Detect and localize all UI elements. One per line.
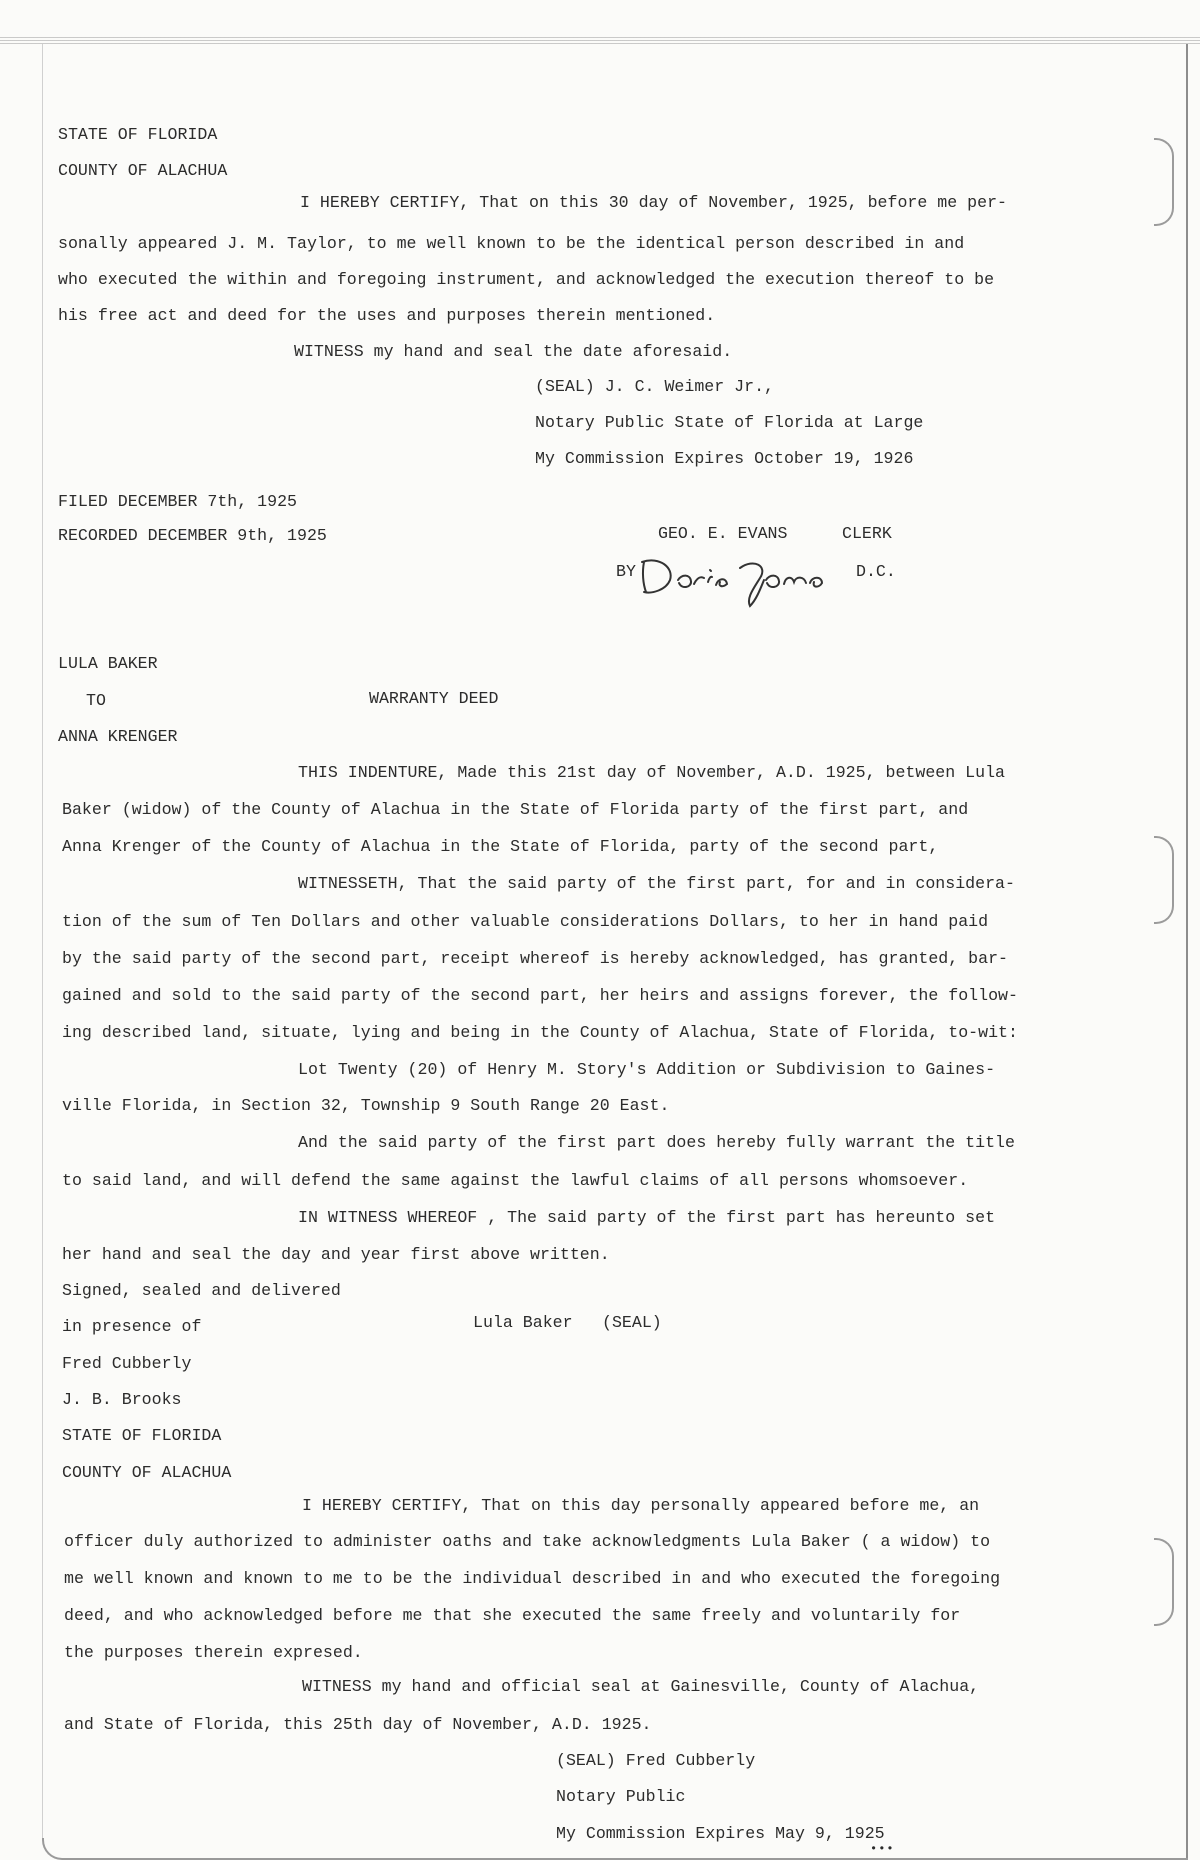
cert-line: sonally appeared J. M. Taylor, to me well known to be the identical person described in and <box>58 234 965 253</box>
cert-line: I HEREBY CERTIFY, That on this 30 day of November, 1925, before me per- <box>300 193 1008 212</box>
handwritten-signature <box>636 550 848 608</box>
binder-hole-2 <box>1154 836 1174 924</box>
binder-hole-3 <box>1154 1538 1174 1626</box>
presence-line: in presence of <box>62 1317 202 1336</box>
deed-body-line: Anna Krenger of the County of Alachua in the State of Florida, party of the second part, <box>62 837 939 856</box>
ack-line: I HEREBY CERTIFY, That on this day personally appeared before me, an <box>302 1496 980 1515</box>
ack-line: officer duly authorized to administer oaths and take acknowledgments Lula Baker ( a widow) to <box>64 1532 991 1551</box>
deed-body-line: her hand and seal the day and year first above written. <box>62 1245 610 1264</box>
witness-name: Fred Cubberly <box>62 1354 192 1373</box>
signed-line: Signed, sealed and delivered <box>62 1281 341 1300</box>
ack-line: deed, and who acknowledged before me that she executed the same freely and voluntarily for <box>64 1606 961 1625</box>
ack-state-heading: STATE OF FLORIDA <box>62 1426 222 1445</box>
deed-body-line: WITNESSETH, That the said party of the first part, for and in considera- <box>298 874 1015 893</box>
notary-commission: My Commission Expires October 19, 1926 <box>535 449 914 468</box>
to-label: TO <box>86 691 106 710</box>
ack-notary-commission: My Commission Expires May 9, 1925 <box>556 1824 885 1843</box>
cert-line: who executed the within and foregoing instrument, and acknowledged the execution thereof to be <box>58 270 995 289</box>
deed-body-line: gained and sold to the said party of the second part, her heirs and assigns forever, the follow- <box>62 986 1018 1005</box>
ack-notary-name: (SEAL) Fred Cubberly <box>556 1751 756 1770</box>
ack-county-heading: COUNTY OF ALACHUA <box>62 1463 232 1482</box>
deed-body-line: IN WITNESS WHEREOF , The said party of the first part has hereunto set <box>298 1208 996 1227</box>
notary-title: Notary Public State of Florida at Large <box>535 413 924 432</box>
left-page-edge <box>42 44 43 1840</box>
deed-title: WARRANTY DEED <box>369 689 499 708</box>
recorded-date: RECORDED DECEMBER 9th, 1925 <box>58 526 327 545</box>
deed-body-line: tion of the sum of Ten Dollars and other valuable considerations Dollars, to her in hand paid <box>62 912 989 931</box>
signer-name: Lula Baker <box>473 1313 573 1332</box>
deed-body-line: ville Florida, in Section 32, Township 9 South Range 20 East. <box>62 1096 670 1115</box>
witness-name: J. B. Brooks <box>62 1390 182 1409</box>
notary-name: (SEAL) J. C. Weimer Jr., <box>535 377 774 396</box>
county-heading: COUNTY OF ALACHUA <box>58 161 228 180</box>
grantor-name: LULA BAKER <box>58 654 158 673</box>
by-label: BY <box>616 562 636 581</box>
clerk-title: CLERK <box>842 524 892 543</box>
ack-notary-title: Notary Public <box>556 1787 686 1806</box>
deed-body-line: Lot Twenty (20) of Henry M. Story's Addition or Subdivision to Gaines- <box>298 1060 996 1079</box>
deed-body-line: And the said party of the first part does hereby fully warrant the title <box>298 1133 1015 1152</box>
cert-line: his free act and deed for the uses and purposes therein mentioned. <box>58 306 716 325</box>
ack-line: and State of Florida, this 25th day of November, A.D. 1925. <box>64 1715 652 1734</box>
deed-body-line: by the said party of the second part, receipt whereof is hereby acknowledged, has granted, bar- <box>62 949 1008 968</box>
state-heading: STATE OF FLORIDA <box>58 125 218 144</box>
ack-line: WITNESS my hand and official seal at Gainesville, County of Alachua, <box>302 1677 980 1696</box>
deed-body-line: THIS INDENTURE, Made this 21st day of November, A.D. 1925, between Lula <box>298 763 1006 782</box>
ellipsis-marks: ••• <box>870 1842 895 1856</box>
witness-line: WITNESS my hand and seal the date aforesaid. <box>294 342 733 361</box>
dc-label: D.C. <box>856 562 896 581</box>
clerk-name: GEO. E. EVANS <box>658 524 788 543</box>
right-page-edge <box>1186 44 1188 1860</box>
seal-label: (SEAL) <box>602 1313 662 1332</box>
deed-body-line: ing described land, situate, lying and being in the County of Alachua, State of Florida, to-wit: <box>62 1023 1018 1042</box>
ack-line: the purposes therein expresed. <box>64 1643 363 1662</box>
deed-body-line: Baker (widow) of the County of Alachua in the State of Florida party of the first part, and <box>62 800 969 819</box>
ack-line: me well known and known to me to be the individual described in and who executed the foregoing <box>64 1569 1001 1588</box>
filed-date: FILED DECEMBER 7th, 1925 <box>58 492 297 511</box>
grantee-name: ANNA KRENGER <box>58 727 178 746</box>
deed-body-line: to said land, and will defend the same against the lawful claims of all persons whomsoever. <box>62 1171 969 1190</box>
binder-hole-1 <box>1154 138 1174 226</box>
top-border-lines <box>0 36 1200 44</box>
